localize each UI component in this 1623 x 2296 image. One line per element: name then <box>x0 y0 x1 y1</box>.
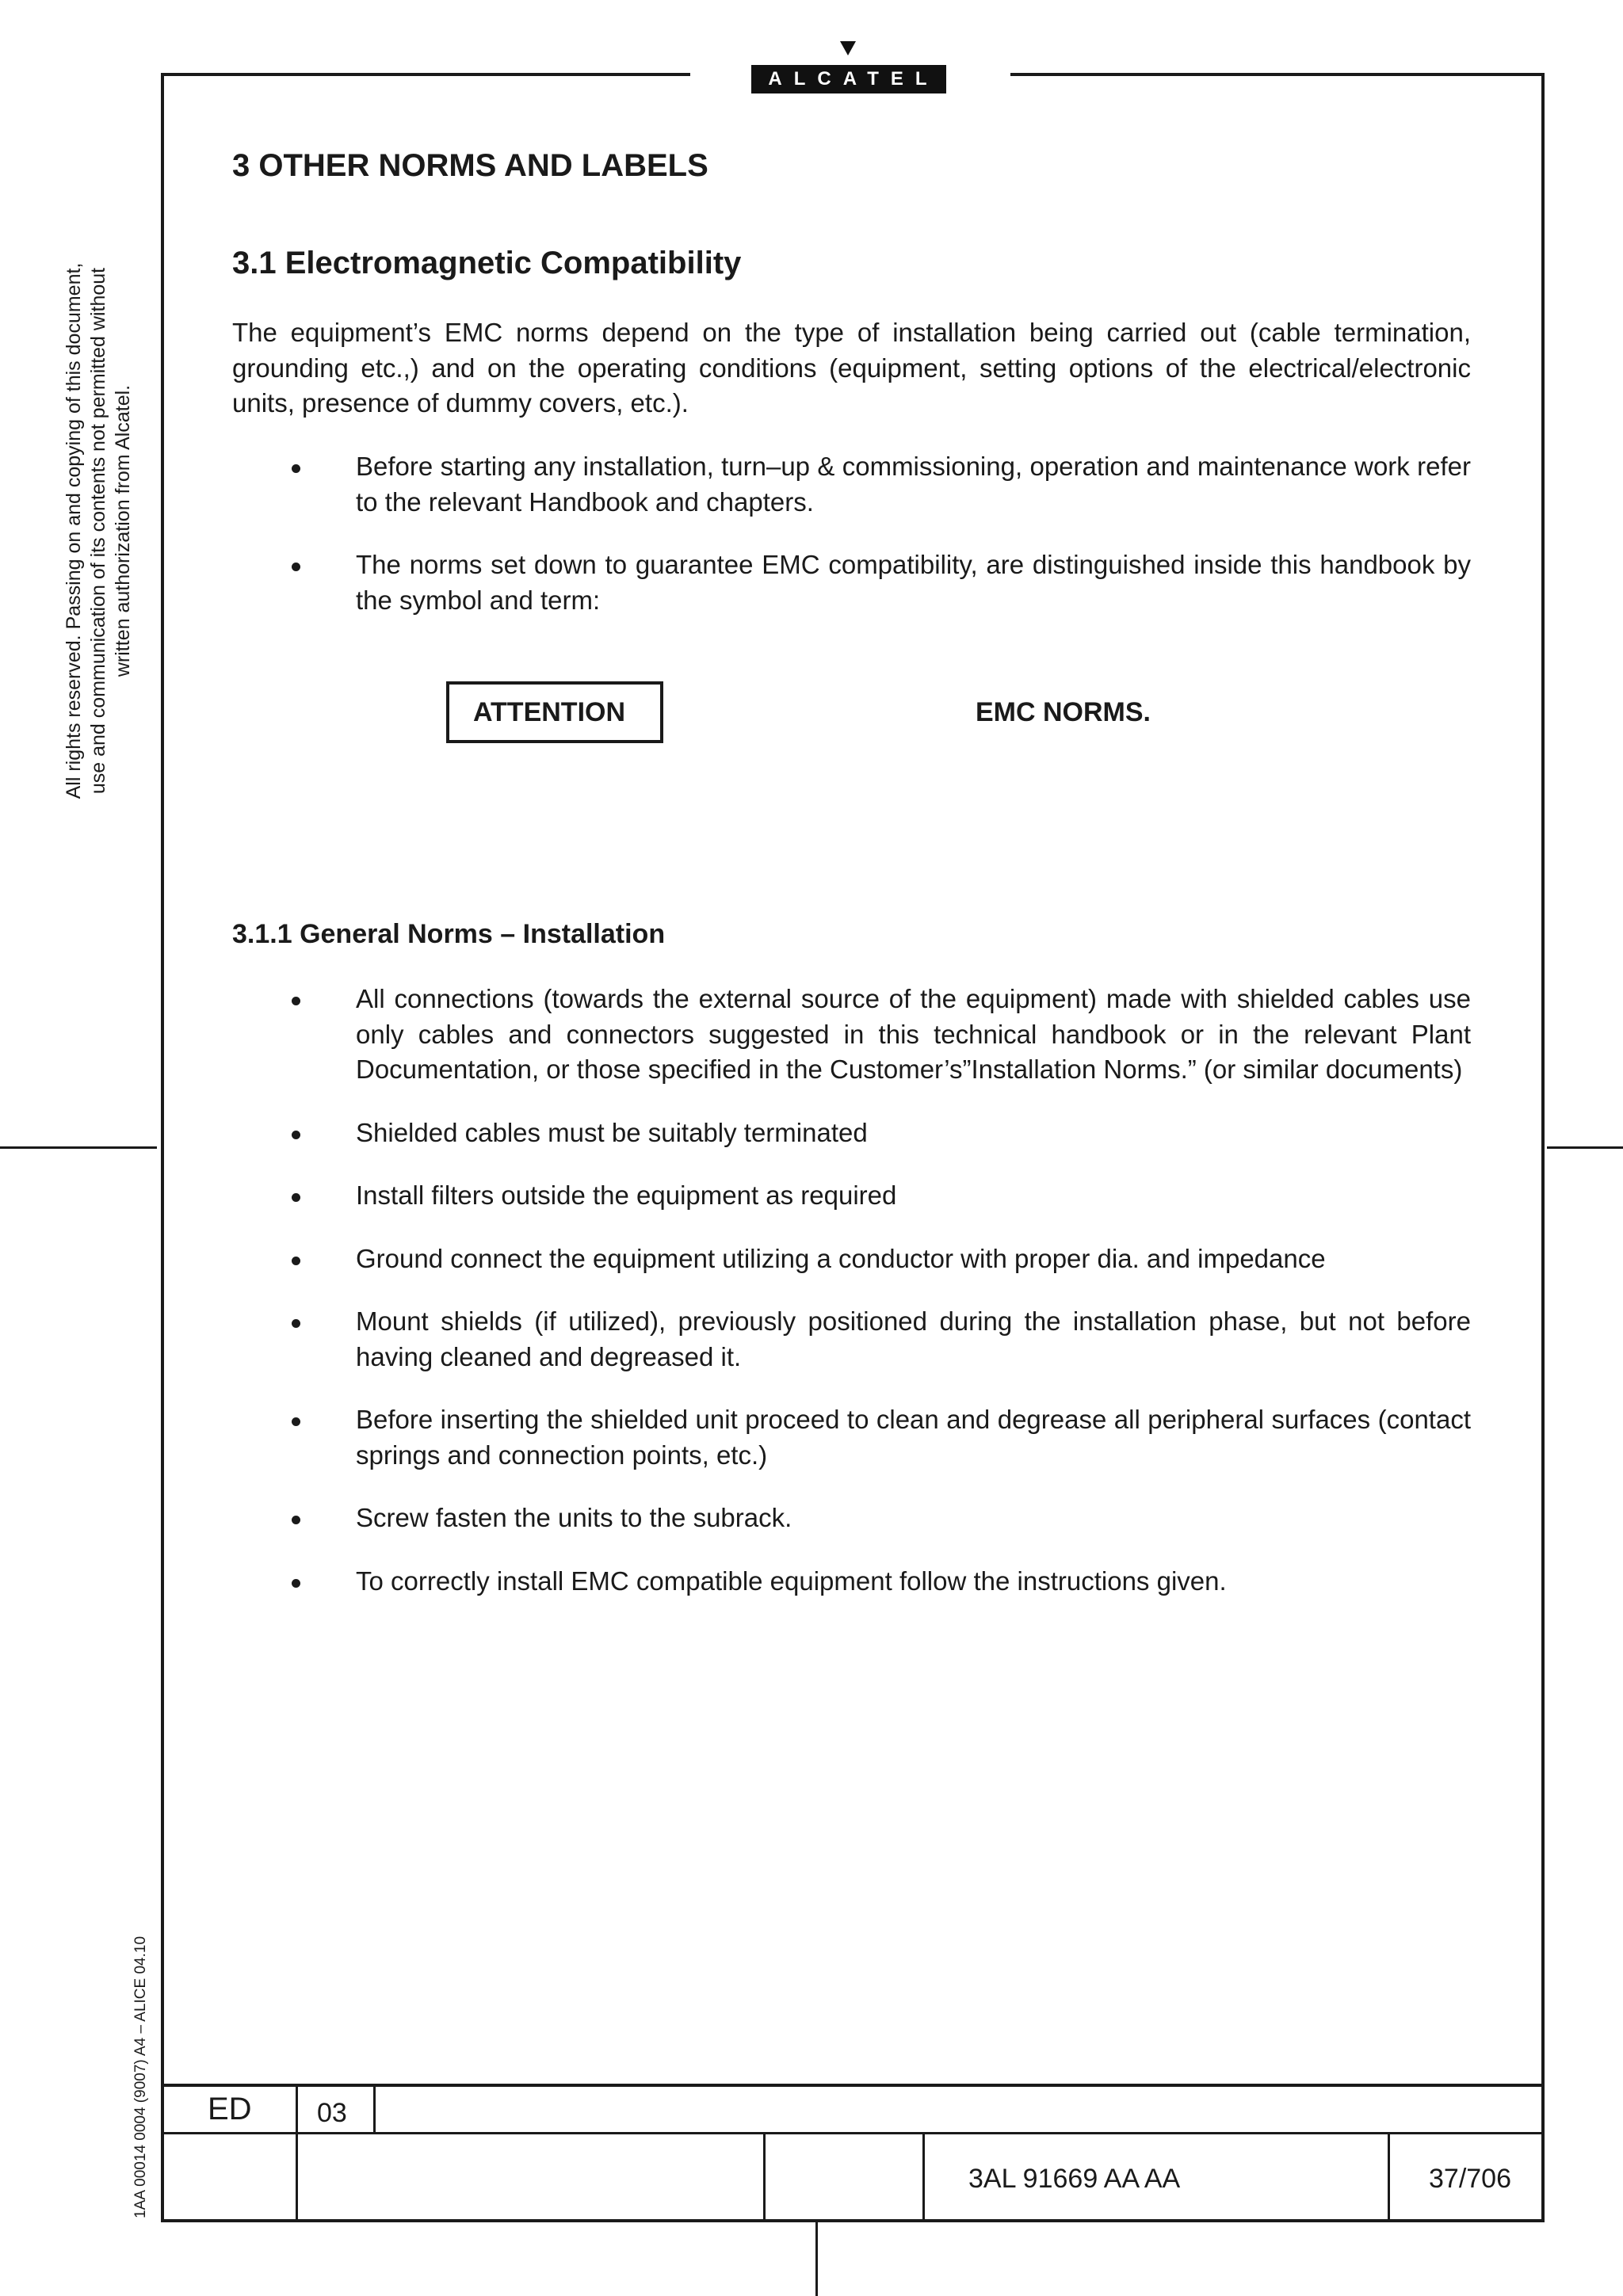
frame-border-bottom <box>161 2219 1545 2222</box>
emc-norms-label: EMC NORMS. <box>976 697 1151 727</box>
bullet-icon <box>292 1516 300 1524</box>
list-item-text: Mount shields (if utilized), previously positioned during the installation phase, but not before having cleaned and degreased it. <box>356 1306 1471 1371</box>
list-item <box>232 1501 1471 1536</box>
list-item-text: To correctly install EMC compatible equipment follow the instructions given. <box>356 1566 1227 1596</box>
list-item-text: Before starting any installation, turn–up & commissioning, operation and maintenance work refer to the relevant Handbook and chapters. <box>356 452 1471 517</box>
edition-number: 03 <box>317 2098 347 2128</box>
subsection-title: 3.1 Electromagnetic Compatibility <box>232 246 742 280</box>
list-item-text: Install filters outside the equipment as required <box>356 1180 897 1210</box>
title-block-divider <box>763 2133 766 2220</box>
rights-notice: All rights reserved. Passing on and copying of this document, use and communication of its contents not permitted without written authorization from Alcatel. <box>63 262 134 799</box>
alcatel-logo <box>751 41 946 93</box>
bullet-icon <box>292 1257 300 1265</box>
bullet-icon <box>292 997 300 1005</box>
bullet-icon <box>292 1417 300 1426</box>
list-item-text: Before inserting the shielded unit proceed to clean and degrease all peripheral surfaces (contact springs and connection points, etc.) <box>356 1405 1471 1470</box>
logo-triangle-icon <box>840 41 856 55</box>
title-block-divider <box>1388 2133 1390 2220</box>
title-block-divider <box>373 2085 376 2133</box>
list-item-text: Screw fasten the units to the subrack. <box>356 1503 792 1532</box>
title-block-divider <box>296 2085 298 2220</box>
bullet-icon <box>292 1193 300 1202</box>
list-item-text: The norms set down to guarantee EMC compatibility, are distinguished inside this handbook by the symbol and term: <box>356 550 1471 615</box>
edition-label: ED <box>208 2092 252 2126</box>
list-item <box>232 982 1471 1088</box>
fold-mark-left <box>0 1146 157 1149</box>
emc-bullet-list <box>232 449 1471 646</box>
title-block-mid-rule <box>161 2132 1545 2134</box>
bullet-icon <box>292 464 300 473</box>
list-item <box>232 1178 1471 1214</box>
list-item-text: Ground connect the equipment utilizing a conductor with proper dia. and impedance <box>356 1243 1326 1273</box>
list-item <box>232 1402 1471 1473</box>
frame-border-top-left <box>161 73 690 76</box>
document-number: 3AL 91669 AA AA <box>968 2164 1181 2194</box>
list-item <box>232 1116 1471 1151</box>
list-item <box>232 1241 1471 1277</box>
bullet-icon <box>292 563 300 571</box>
bullet-icon <box>292 1579 300 1588</box>
list-item <box>232 1304 1471 1375</box>
install-bullet-list <box>232 982 1471 1627</box>
list-item-text: All connections (towards the external source of the equipment) made with shielded cables use only cables and connectors suggested in this technical handbook or in the relevant Plant Documentation, or those specified in the Customer’s”Installation Norms.” (or similar documents) <box>356 984 1471 1084</box>
title-block-divider <box>922 2133 925 2220</box>
list-item <box>232 449 1471 520</box>
section-title: 3 OTHER NORMS AND LABELS <box>232 148 708 183</box>
bullet-icon <box>292 1131 300 1139</box>
fold-mark-right <box>1547 1146 1623 1149</box>
frame-border-top-right <box>1010 73 1545 76</box>
list-item <box>232 547 1471 618</box>
page-number: 37/706 <box>1429 2164 1511 2194</box>
form-code: 1AA 00014 0004 (9007) A4 – ALICE 04.10 <box>132 1936 149 2218</box>
bullet-icon <box>292 1319 300 1328</box>
frame-border-right <box>1541 73 1545 2222</box>
subsubsection-title: 3.1.1 General Norms – Installation <box>232 919 666 949</box>
list-item-text: Shielded cables must be suitably terminated <box>356 1117 868 1147</box>
frame-border-left <box>161 73 164 2222</box>
attention-label: ATTENTION <box>446 681 663 743</box>
list-item <box>232 1564 1471 1600</box>
logo-text: ALCATEL <box>751 65 946 93</box>
intro-paragraph: The equipment’s EMC norms depend on the type of installation being carried out (cable termination, grounding etc.,) and on the operating conditions (equipment, setting options of the electrical/electronic units, presence of dummy covers, etc.). <box>232 318 1471 418</box>
title-block-top-rule <box>161 2084 1545 2087</box>
fold-mark-bottom <box>815 2222 818 2296</box>
